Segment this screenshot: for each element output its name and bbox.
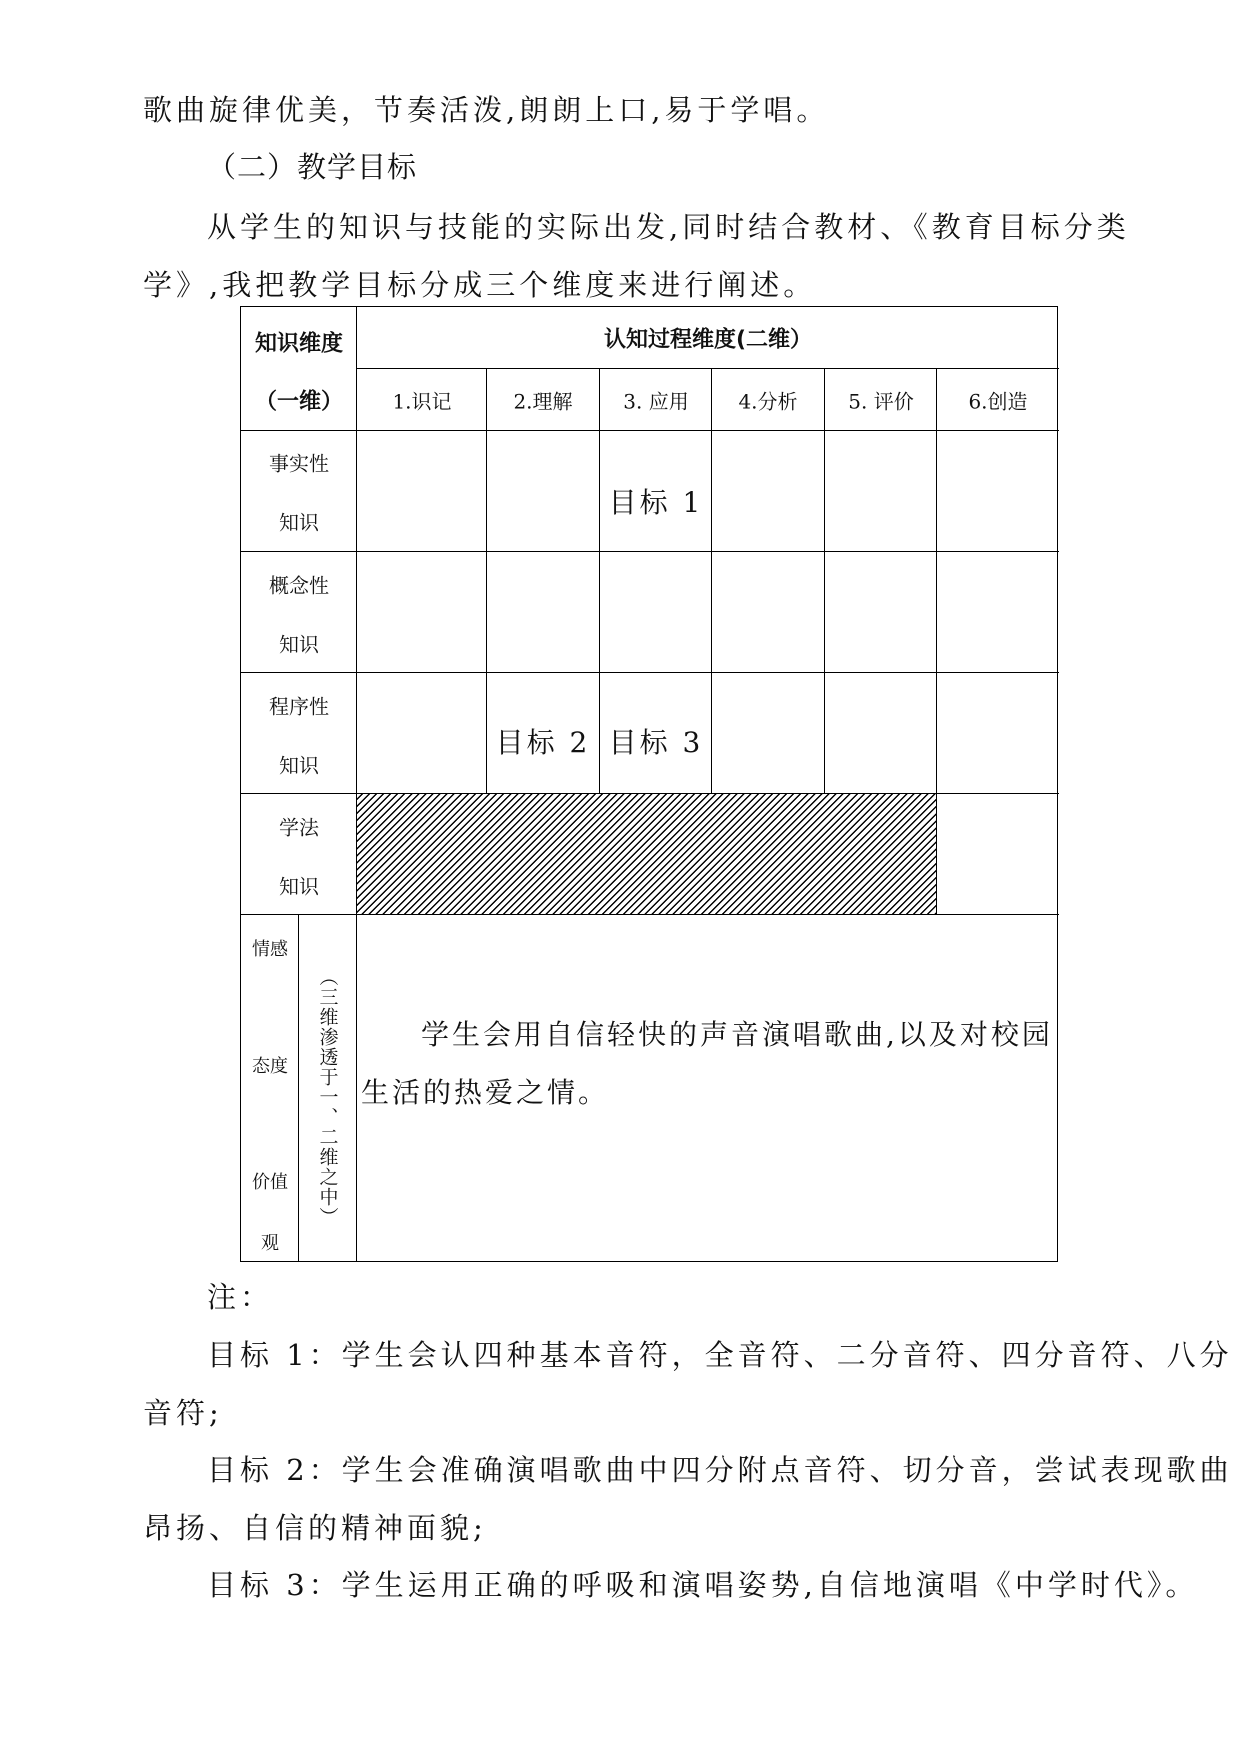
table-cell — [712, 431, 825, 552]
table-cell — [600, 552, 712, 673]
header-knowledge-dimension-line1: 知识维度 — [254, 331, 344, 357]
header-cognitive-dimension: 认知过程维度(二维） — [603, 327, 813, 353]
goal-1-marker: 目标 1 — [608, 486, 704, 519]
table-cell — [712, 673, 825, 794]
column-header-understand: 2.理解 — [513, 389, 573, 414]
paragraph-objective-line1: 从学生的知识与技能的实际出发,同时结合教材、《教育目标分类 — [207, 210, 1130, 244]
section-heading: （二）教学目标 — [207, 150, 418, 184]
column-header-create: 6.创造 — [968, 389, 1028, 414]
column-header-evaluate: 5. 评价 — [848, 389, 914, 414]
affective-label-cell — [241, 915, 299, 1261]
goal-3-marker: 目标 3 — [608, 726, 704, 759]
row-label-conceptual-line2: 知识 — [279, 632, 319, 657]
row-label-factual-line1: 事实性 — [269, 451, 329, 476]
row-label-procedural-line1: 程序性 — [269, 694, 329, 719]
affective-content-line1: 学生会用自信轻快的声音演唱歌曲,以及对校园 — [421, 1018, 1053, 1051]
table-cell — [937, 673, 1059, 794]
header-knowledge-dimension-line2: （一维） — [254, 389, 344, 415]
table-cell — [825, 431, 937, 552]
table-cell — [937, 552, 1059, 673]
paragraph-intro-tail: 歌曲旋律优美，节奏活泼,朗朗上口,易于学唱。 — [143, 93, 830, 127]
row-label-factual-line2: 知识 — [279, 510, 319, 535]
row-label-method-line1: 学法 — [279, 815, 319, 840]
table-cell — [487, 552, 600, 673]
row-label-method-line2: 知识 — [279, 874, 319, 899]
row-label-conceptual-line1: 概念性 — [269, 573, 329, 598]
goal-2-marker: 目标 2 — [495, 726, 591, 759]
column-header-remember: 1.识记 — [392, 389, 452, 414]
table-cell — [825, 552, 937, 673]
notes-title: 注： — [207, 1280, 274, 1314]
affective-label-1: 情感 — [252, 939, 288, 960]
affective-label-2: 态度 — [252, 1056, 288, 1077]
table-cell — [357, 431, 487, 552]
goal-2-line1: 目标 2：学生会准确演唱歌曲中四分附点音符、切分音，尝试表现歌曲 — [207, 1453, 1233, 1487]
table-cell — [357, 673, 487, 794]
affective-label-4: 观 — [261, 1233, 279, 1254]
row-label-procedural-line2: 知识 — [279, 753, 319, 778]
affective-content-line2: 生活的热爱之情。 — [361, 1076, 610, 1109]
table-cell — [825, 673, 937, 794]
table-cell — [937, 431, 1059, 552]
table-cell — [357, 552, 487, 673]
column-header-apply: 3. 应用 — [623, 389, 689, 414]
goal-1-line2: 音符; — [143, 1396, 223, 1430]
affective-label-3: 价值 — [252, 1172, 288, 1193]
objectives-table — [240, 306, 1058, 1262]
table-cell — [937, 794, 1059, 915]
goal-1-line1: 目标 1：学生会认四种基本音符，全音符、二分音符、四分音符、八分 — [207, 1338, 1233, 1372]
column-header-analyze: 4.分析 — [738, 389, 798, 414]
goal-2-line2: 昂扬、自信的精神面貌; — [143, 1511, 487, 1545]
affective-vertical-note: （三维渗透于一、二维之中） — [316, 967, 339, 1227]
paragraph-objective-line2: 学》,我把教学目标分成三个维度来进行阐述。 — [143, 268, 817, 302]
table-cell — [487, 431, 600, 552]
hatched-area — [357, 794, 937, 915]
goal-3-line1: 目标 3：学生运用正确的呼吸和演唱姿势,自信地演唱《中学时代》。 — [207, 1568, 1199, 1602]
table-cell — [712, 552, 825, 673]
